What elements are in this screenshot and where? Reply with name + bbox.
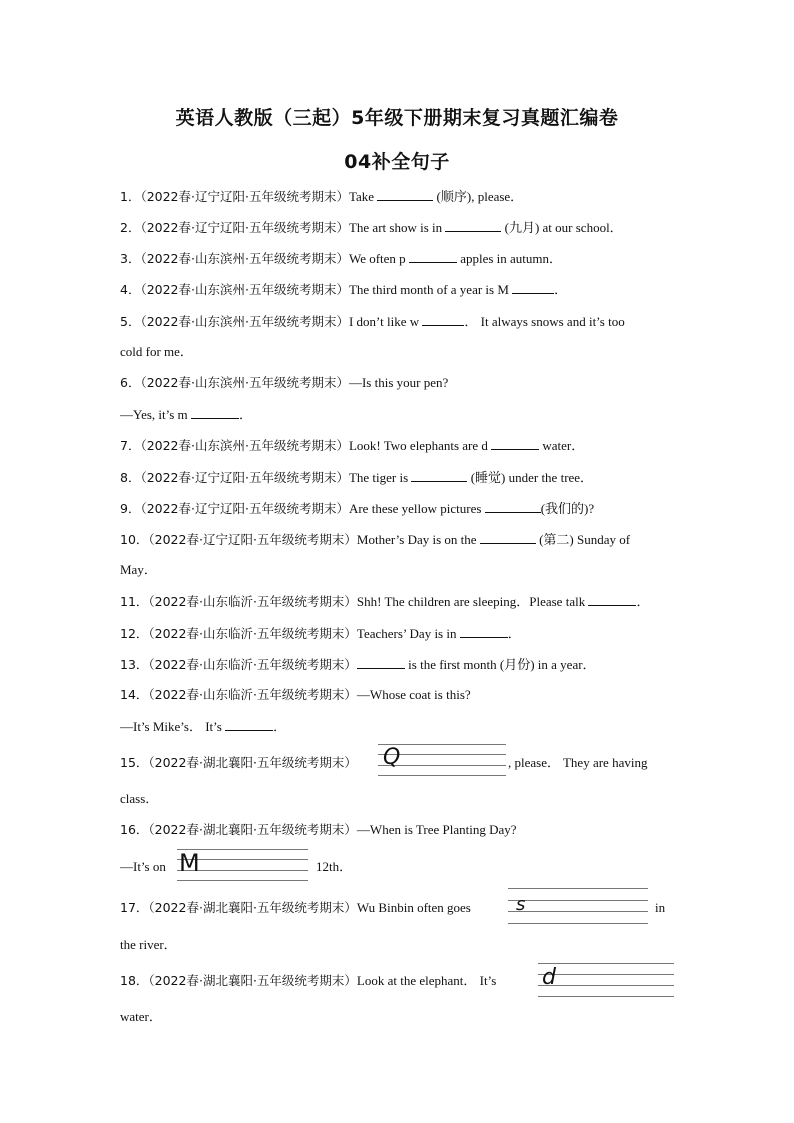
answer-blank[interactable] xyxy=(491,437,539,450)
question-text: —Whose coat is this? xyxy=(356,687,471,702)
writing-grid[interactable] xyxy=(378,744,506,776)
question-source: （2022春·辽宁辽阳·五年级统考期末） xyxy=(140,501,349,516)
question-13 xyxy=(120,656,596,673)
question-text: (九月) at our school． xyxy=(501,220,623,235)
question-number: 16． xyxy=(120,822,149,837)
question-6 xyxy=(120,375,448,391)
question-number: 1． xyxy=(120,189,141,204)
question-text: is the first month (月份) in a year． xyxy=(404,657,596,672)
question-source: （2022春·山东滨州·五年级统考期末） xyxy=(140,438,349,453)
question-text: class． xyxy=(120,791,159,806)
question-6-answer-line xyxy=(120,406,252,423)
question-text: ． xyxy=(554,282,568,297)
question-5 xyxy=(120,313,625,330)
question-number: 13． xyxy=(120,657,149,672)
question-7 xyxy=(120,437,584,454)
question-source: （2022春·山东临沂·五年级统考期末） xyxy=(148,687,357,702)
question-text: —Yes, it’s m xyxy=(120,407,191,422)
answer-blank[interactable] xyxy=(512,281,554,294)
question-source: （2022春·辽宁辽阳·五年级统考期末） xyxy=(148,532,357,547)
answer-blank[interactable] xyxy=(409,250,457,263)
writing-grid[interactable] xyxy=(508,888,648,924)
question-text: (第二) Sunday of xyxy=(535,532,631,547)
question-text: Look! Two elephants are d xyxy=(348,438,492,453)
question-14 xyxy=(120,687,471,703)
question-16 xyxy=(120,822,517,838)
answer-blank[interactable] xyxy=(588,593,636,606)
question-text: water． xyxy=(539,438,585,453)
question-source: （2022春·辽宁辽阳·五年级统考期末） xyxy=(140,220,349,235)
answer-blank[interactable] xyxy=(411,469,467,482)
question-text: —It’s Mike’s． It’s xyxy=(120,719,226,734)
question-10-continued xyxy=(120,562,157,578)
question-text: I don’t like w xyxy=(348,314,423,329)
question-text: —Is this your pen? xyxy=(348,375,449,390)
question-12 xyxy=(120,625,521,642)
question-text: The tiger is xyxy=(348,470,412,485)
question-source: （2022春·辽宁辽阳·五年级统考期末） xyxy=(140,470,349,485)
question-source: （2022春·湖北襄阳·五年级统考期末） xyxy=(148,973,357,988)
question-14-answer-line xyxy=(120,718,286,735)
answer-blank[interactable] xyxy=(422,313,464,326)
question-text: (睡觉) under the tree． xyxy=(467,470,594,485)
question-text: Mother’s Day is on the xyxy=(356,532,480,547)
question-4 xyxy=(120,281,567,298)
question-18 xyxy=(120,973,496,989)
question-number: 11． xyxy=(120,594,149,609)
question-text: Are these yellow pictures xyxy=(348,501,485,516)
question-text: Wu Binbin often goes xyxy=(356,900,471,915)
question-1 xyxy=(120,188,523,205)
question-number: 14． xyxy=(120,687,149,702)
answer-blank[interactable] xyxy=(460,625,508,638)
answer-blank[interactable] xyxy=(357,656,405,669)
question-source: （2022春·山东临沂·五年级统考期末） xyxy=(148,657,357,672)
question-number: 7． xyxy=(120,438,141,453)
answer-blank[interactable] xyxy=(191,406,239,419)
question-text: , please． They are having xyxy=(508,755,648,770)
question-11 xyxy=(120,593,649,610)
question-number: 2． xyxy=(120,220,141,235)
question-text: (顺序), please． xyxy=(433,189,524,204)
question-text: Shh! The children are sleeping．Please talk xyxy=(356,594,589,609)
question-source: （2022春·湖北襄阳·五年级统考期末） xyxy=(148,900,357,915)
question-text: Teachers’ Day is in xyxy=(356,626,460,641)
question-source: （2022春·山东临沂·五年级统考期末） xyxy=(148,594,357,609)
question-number: 12． xyxy=(120,626,149,641)
question-text: The art show is in xyxy=(348,220,446,235)
question-9 xyxy=(120,500,594,517)
writing-grid[interactable] xyxy=(177,849,308,881)
question-number: 18． xyxy=(120,973,149,988)
answer-blank[interactable] xyxy=(485,500,541,513)
question-source: （2022春·湖北襄阳·五年级统考期末） xyxy=(148,822,357,837)
question-15-continued xyxy=(120,791,158,807)
page-subtitle: 04补全句子 xyxy=(344,151,450,173)
question-2 xyxy=(120,219,623,236)
question-text: the river． xyxy=(120,937,177,952)
question-text: —It’s on xyxy=(120,859,166,874)
question-8 xyxy=(120,469,593,486)
question-text: cold for me． xyxy=(120,344,193,359)
question-text: Look at the elephant． It’s xyxy=(356,973,497,988)
handwritten-letter: Q xyxy=(383,745,401,770)
answer-blank[interactable] xyxy=(377,188,433,201)
handwritten-letter: M xyxy=(179,849,200,877)
question-text: ． xyxy=(507,626,521,641)
question-text: (我们的)? xyxy=(540,501,595,516)
page-title: 英语人教版（三起）5年级下册期末复习真题汇编卷 xyxy=(175,107,619,129)
question-text: We often p xyxy=(348,251,409,266)
question-text: water． xyxy=(120,1009,162,1024)
handwritten-letter: d xyxy=(542,965,556,990)
writing-grid[interactable] xyxy=(538,963,674,997)
question-text: in xyxy=(655,900,666,915)
question-5-continued xyxy=(120,344,193,360)
question-17 xyxy=(120,900,471,916)
question-text: Take xyxy=(348,189,378,204)
question-text: ． xyxy=(238,407,252,422)
answer-blank[interactable] xyxy=(225,718,273,731)
question-16-answer-line xyxy=(120,859,166,875)
question-number: 9． xyxy=(120,501,141,516)
question-text: ． xyxy=(273,719,287,734)
question-source: （2022春·辽宁辽阳·五年级统考期末） xyxy=(140,189,349,204)
question-number: 3． xyxy=(120,251,141,266)
question-text: 12th． xyxy=(316,859,353,874)
question-16-text xyxy=(316,859,352,875)
answer-blank[interactable] xyxy=(480,531,536,544)
question-number: 4． xyxy=(120,282,141,297)
question-17-text xyxy=(655,900,665,916)
question-text: —When is Tree Planting Day? xyxy=(356,822,517,837)
question-source: （2022春·山东滨州·五年级统考期末） xyxy=(140,314,349,329)
question-17-continued xyxy=(120,937,177,953)
question-text: ． xyxy=(636,594,650,609)
question-source: （2022春·山东滨州·五年级统考期末） xyxy=(140,375,349,390)
question-source: （2022春·山东滨州·五年级统考期末） xyxy=(140,282,349,297)
question-source: （2022春·湖北襄阳·五年级统考期末） xyxy=(148,755,357,770)
question-18-continued xyxy=(120,1009,162,1025)
question-number: 10． xyxy=(120,532,149,547)
question-source: （2022春·山东临沂·五年级统考期末） xyxy=(148,626,357,641)
answer-blank[interactable] xyxy=(445,219,501,232)
question-number: 5． xyxy=(120,314,141,329)
question-number: 6． xyxy=(120,375,141,390)
question-10 xyxy=(120,531,630,548)
question-text: May． xyxy=(120,562,157,577)
question-text: ． It always snows and it’s too xyxy=(464,314,625,329)
question-text: apples in autumn． xyxy=(456,251,563,266)
handwritten-letter: s xyxy=(516,894,526,915)
question-3 xyxy=(120,250,562,267)
question-number: 15． xyxy=(120,755,149,770)
question-number: 17． xyxy=(120,900,149,915)
question-15-text xyxy=(508,755,647,771)
question-source: （2022春·山东滨州·五年级统考期末） xyxy=(140,251,349,266)
question-15 xyxy=(120,755,357,771)
question-text: The third month of a year is M xyxy=(348,282,513,297)
question-number: 8． xyxy=(120,470,141,485)
